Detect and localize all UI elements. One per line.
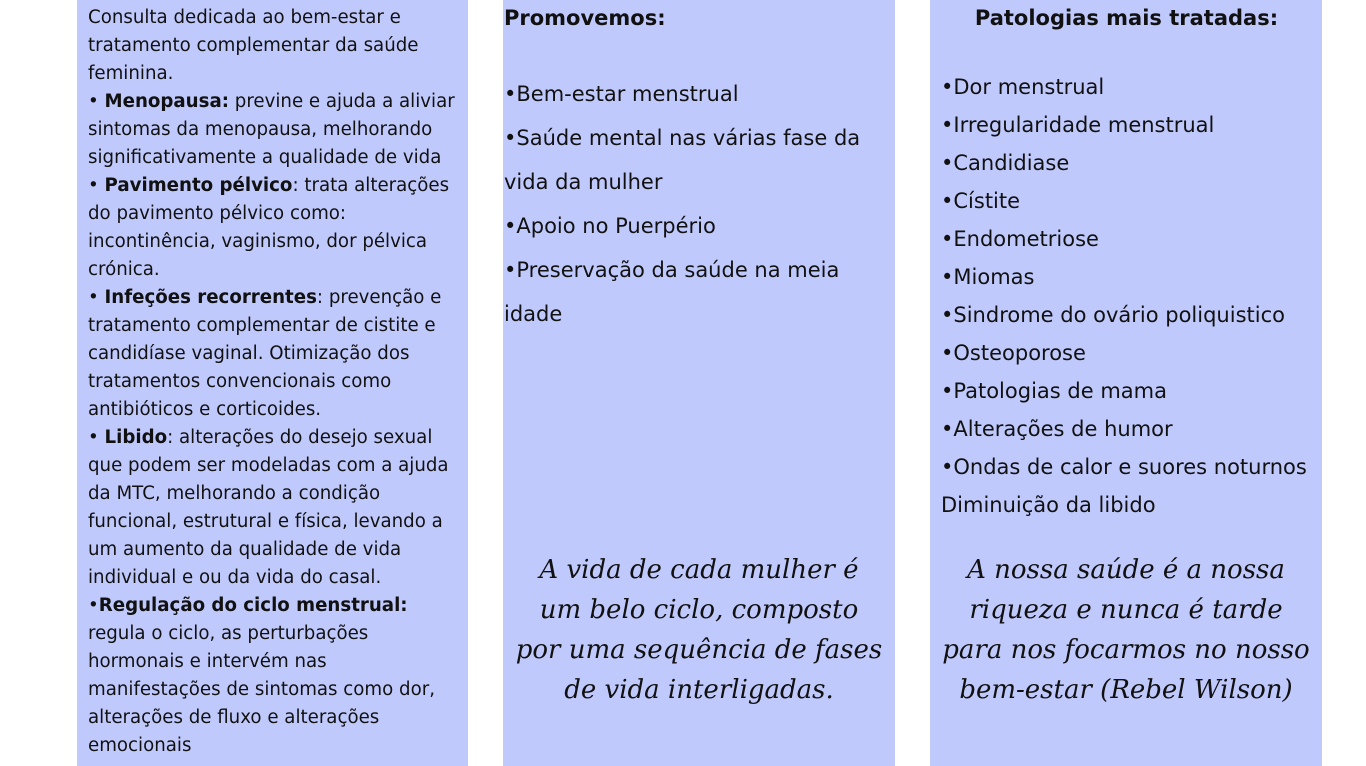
list-item: •Bem-estar menstrual bbox=[504, 82, 739, 106]
middle-panel bbox=[503, 0, 895, 766]
right-panel bbox=[930, 0, 1322, 766]
list-item: •Ondas de calor e suores noturnos bbox=[941, 455, 1307, 479]
list-item: •Apoio no Puerpério bbox=[504, 214, 716, 238]
promote-list bbox=[504, 72, 885, 336]
middle-heading: Promovemos: bbox=[504, 6, 666, 30]
left-panel-text bbox=[88, 4, 458, 760]
list-item: •Patologias de mama bbox=[941, 379, 1167, 403]
list-item: •Osteoporose bbox=[941, 341, 1086, 365]
right-quote: A nossa saúde é a nossa riqueza e nunca é tarde para nos focarmos no nosso bem-estar (Rebel Wilson) bbox=[942, 555, 1310, 705]
left-panel bbox=[77, 0, 468, 766]
list-item: •Irregularidade menstrual bbox=[941, 113, 1215, 137]
left-item-title: Menopausa: bbox=[104, 91, 230, 112]
left-intro: Consulta dedicada ao bem-estar e tratamento complementar da saúde feminina. bbox=[88, 7, 419, 84]
left-item-ciclo: •Regulação do ciclo menstrual: regula o ciclo, as perturbações hormonais e intervém nas manifestações de sintomas como dor, alterações de fluxo e alterações emocionais bbox=[88, 595, 435, 756]
middle-quote: A vida de cada mulher é um belo ciclo, composto por uma sequência de fases de vida interligadas. bbox=[515, 555, 883, 705]
left-item-title: Infeções recorrentes bbox=[104, 287, 317, 308]
list-item: •Saúde mental nas várias fase da vida da mulher bbox=[504, 126, 861, 194]
list-item: •Endometriose bbox=[941, 227, 1099, 251]
list-item: •Preservação da saúde na meia idade bbox=[504, 258, 840, 326]
list-item: •Candidiase bbox=[941, 151, 1070, 175]
left-item-libido: • Libido: alterações do desejo sexual que podem ser modeladas com a ajuda da MTC, melhorando a condição funcional, estrutural e física, levando a um aumento da qualidade de vida individual e ou da vida do casal. bbox=[88, 427, 449, 588]
list-item: Diminuição da libido bbox=[941, 493, 1156, 517]
list-item: •Sindrome do ovário poliquistico bbox=[941, 303, 1285, 327]
list-item: •Cístite bbox=[941, 189, 1021, 213]
list-item: •Dor menstrual bbox=[941, 75, 1105, 99]
left-item-title: Libido bbox=[104, 427, 168, 448]
pathology-list bbox=[941, 68, 1312, 524]
left-item-title: Regulação do ciclo menstrual: bbox=[98, 595, 408, 616]
left-item-menopausa: • Menopausa: previne e ajuda a aliviar sintomas da menopausa, melhorando significativamente a qualidade de vida bbox=[88, 91, 455, 168]
left-item-title: Pavimento pélvico bbox=[104, 175, 293, 196]
list-item: •Alterações de humor bbox=[941, 417, 1173, 441]
left-item-infecoes: • Infeções recorrentes: prevenção e tratamento complementar de cistite e candidíase vaginal. Otimização dos tratamentos convencionais como antibióticos e corticoides. bbox=[88, 287, 442, 420]
left-item-pavimento: • Pavimento pélvico: trata alterações do pavimento pélvico como: incontinência, vaginismo, dor pélvica crónica. bbox=[88, 175, 450, 280]
list-item: •Miomas bbox=[941, 265, 1035, 289]
right-heading: Patologias mais tratadas: bbox=[974, 6, 1279, 30]
